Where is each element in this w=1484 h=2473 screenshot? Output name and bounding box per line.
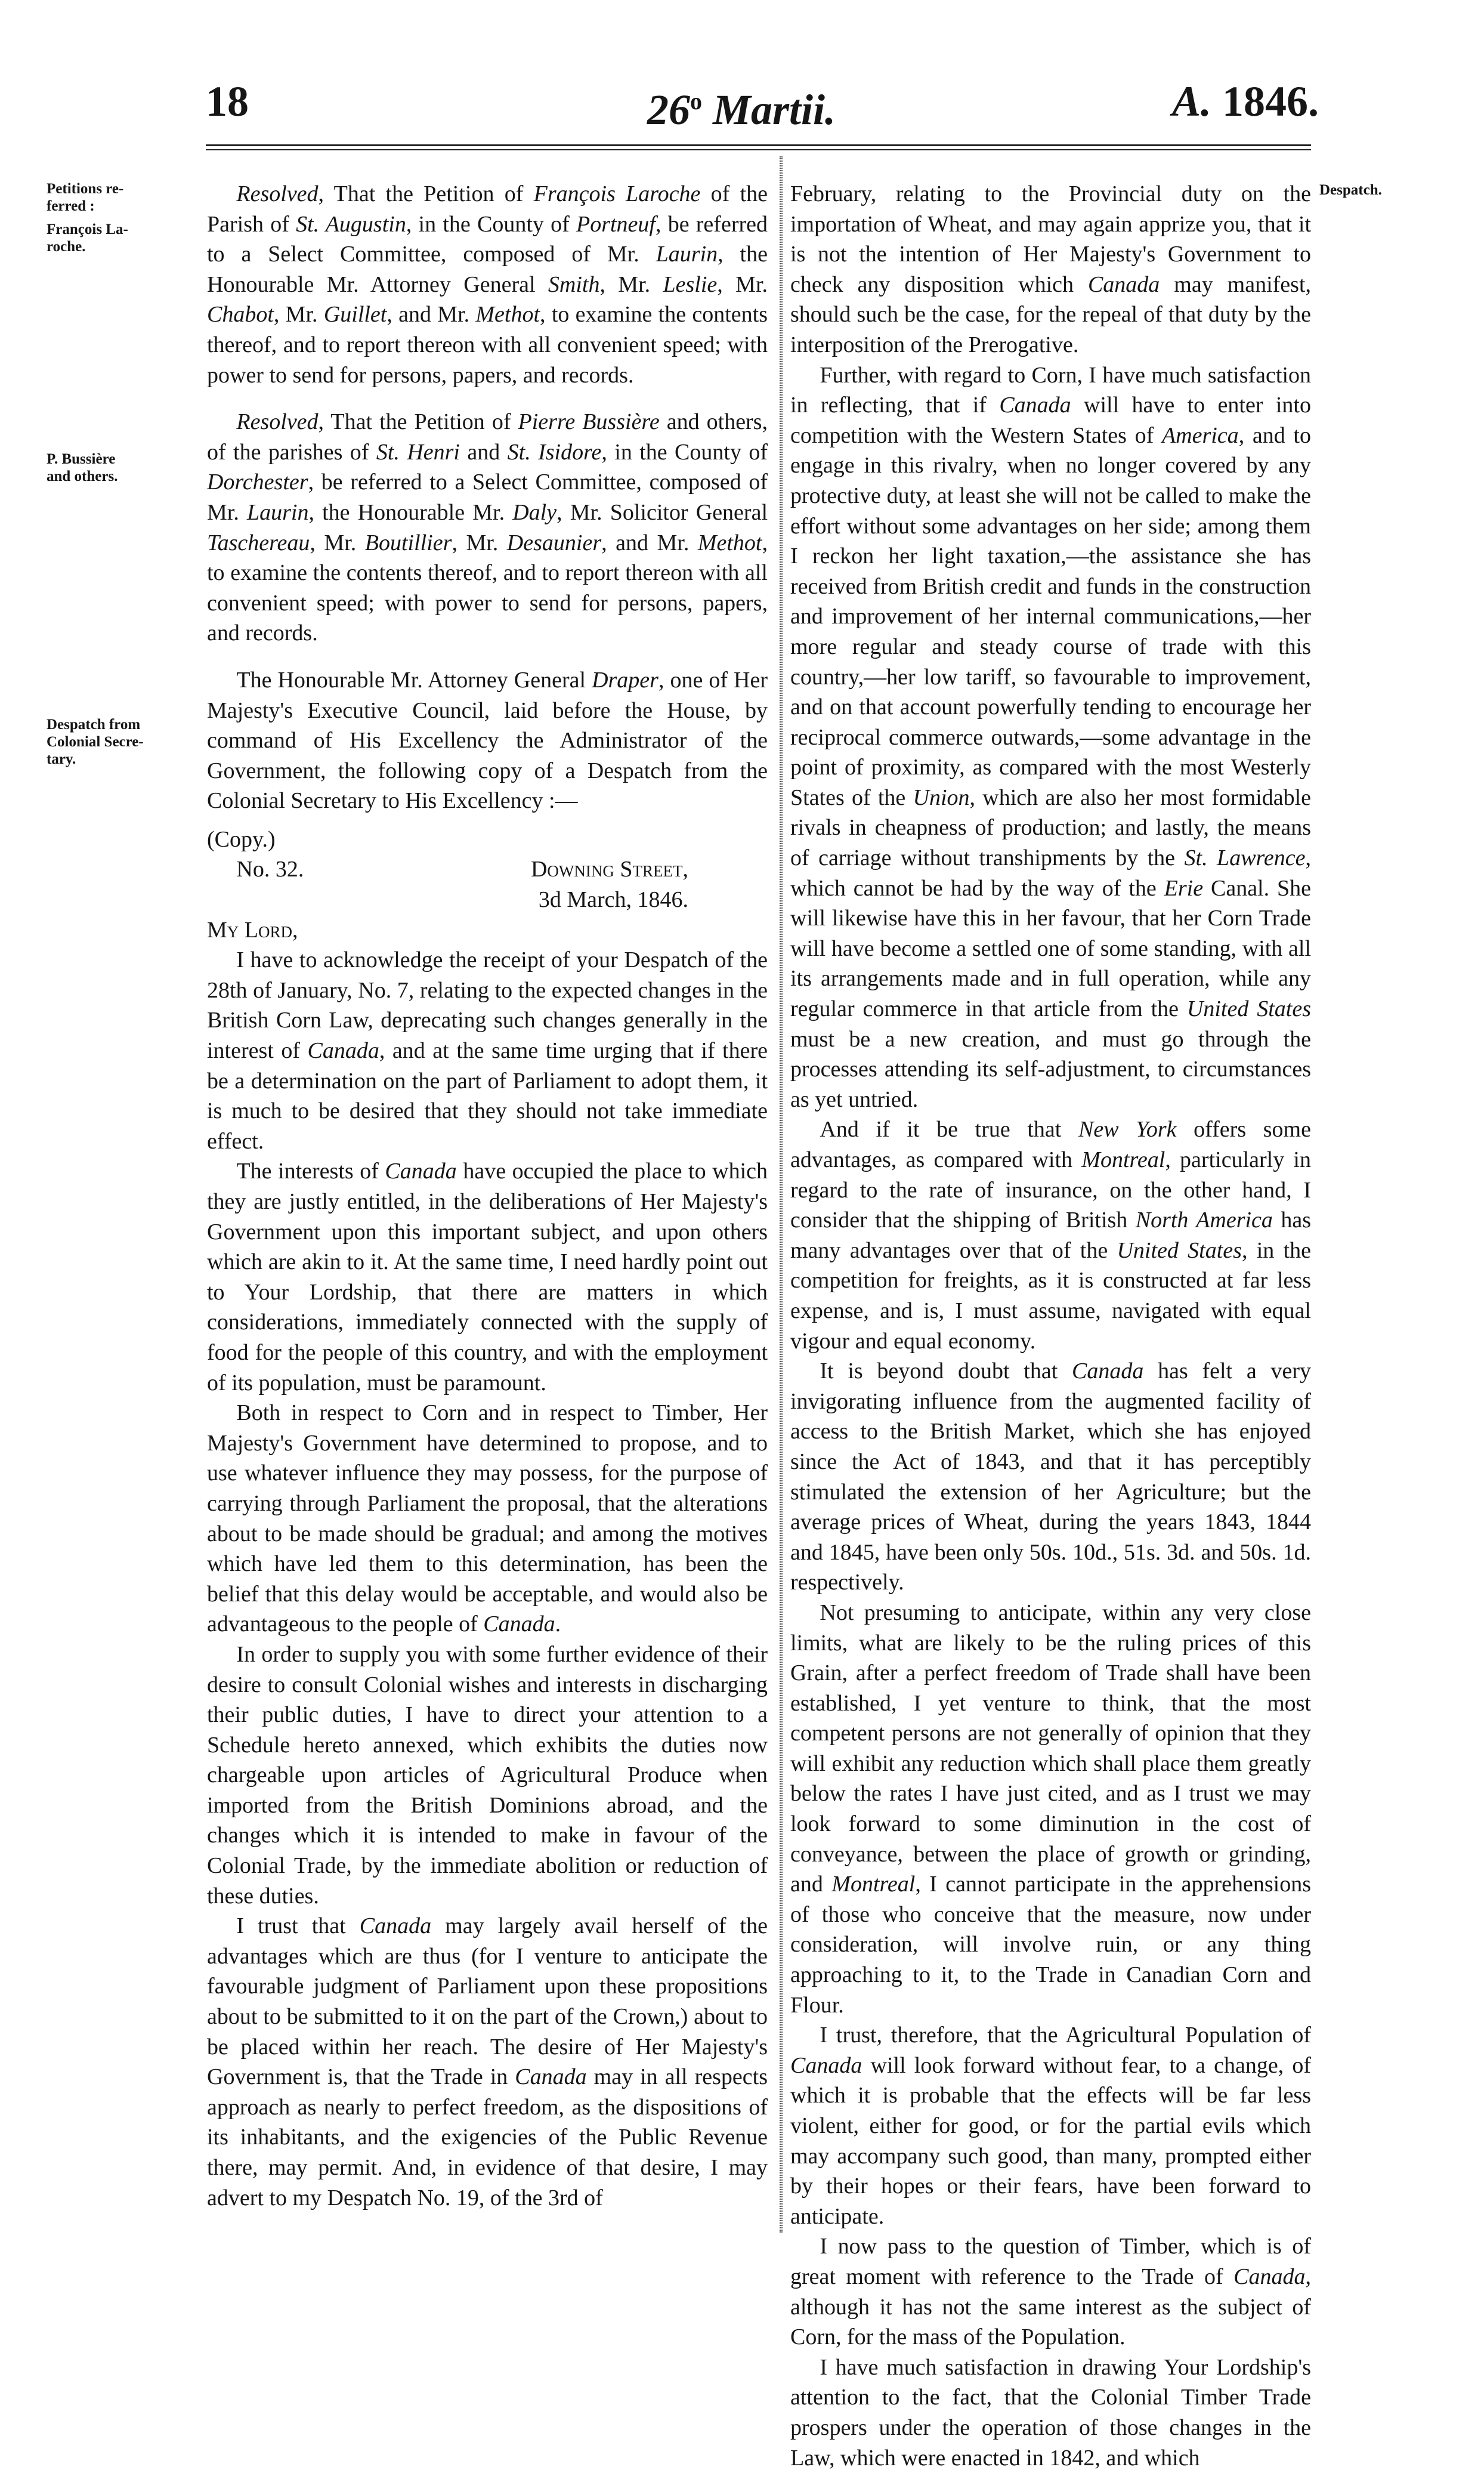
despatch-number-line: No. 32. Downing Street, [236,857,688,882]
header-rule-thin [206,149,1311,150]
paragraph-further-corn: Further, with regard to Corn, I have much satisfaction in reflecting, that if Canada will have to enter into competition with the Western States of America, and to engage in this rivalry, when no longer covered by any protective duty, at least she will not be called to make the effort without some advantages on her side; among them I reckon her light taxation,—the assistance she has received from British credit and funds in the construction and improvement of her internal communications,—her more regular and steady course of trade with this country,—her low tariff, so favourable to improvement, and on that account powerfully tending to encourage her reciprocal commerce outwards,—some advantage in the point of proximity, as compared with the most Westerly States of the Union, which are also her most formidable rivals in cheapness of production; and lastly, the means of carriage without transhipments by the St. Lawrence, which cannot be had by the way of the Erie Canal. She will likewise have this in her favour, that her Corn Trade will have become a settled one of some standing, with all its arrangements made and in full operation, while any regular commerce in that article from the United States must be a new creation, and must go through the processes attending its self-adjustment, to circumstances as yet untried. [790,362,1312,1112]
paragraph-schedule: In order to supply you with some further evidence of their desire to consult Colonial wishes and interests in discharging their public duties, I have to direct your attention to a Schedule hereto annexed, which exhibits the duties now chargeable upon articles of Agricultural Produce when imported from the British Dominions abroad, and the changes which it is intended to make in favour of the Colonial Trade, by the immediate abolition or reduction of these duties. [207,1641,768,1909]
paragraph-timber-trade: I have much satisfaction in drawing Your Lordship's attention to the fact, that the Colonial Timber Trade prospers under the operation of those changes in the Law, which were enacted in 1842, and which [790,2354,1311,2471]
paragraph-not-presuming: Not presuming to anticipate, within any very close limits, what are likely to be the ruling prices of this Grain, after a perfect freedom of Trade shall have been established, I yet venture to think, that the most competent persons are not generally of opinion that they will exhibit any reduction which shall place them greatly below the rates I have just cited, and as I trust we may look forward to some diminution in the cost of conveyance, between the place of growth or grinding, and Montreal, I cannot participate in the apprehensions of those who conceive that the measure, now under consideration, will involve ruin, or any thing approaching to it, to the Trade in Canadian Corn and Flour. [790,1600,1311,2018]
paragraph-timber: I now pass to the question of Timber, which is of great moment with reference to the Trade of Canada, although it has not the same interest as the subject of Corn, for the mass of the Population. [790,2234,1311,2350]
salutation: My Lord, [207,917,298,943]
margin-note-bussiere: P. Bussière and others. [47,451,118,484]
header-rule [206,144,1311,146]
margin-note-despatch-right: Despatch. [1319,182,1382,198]
right-column [790,179,1311,2473]
running-head-date: 26$^o$ Martii. [647,86,836,134]
margin-note-francois-laroche: François La- roche. [47,221,128,255]
paragraph-wheat-prices: It is beyond doubt that Canada has felt a very invigorating influence from the augmented facility of access to the British Market, which she has enjoyed since the Act of 1843, and that it has perceptibly stimulated the extension of her Agriculture; but the average prices of Wheat, during the years 1843, 1844 and 1845, have been only 50s. 10d., 51s. 3d. and 50s. 1d. respectively. [790,1359,1311,1595]
paragraph-february: February, relating to the Provincial duty on the importation of Wheat, and may again apprize you, that it is not the intention of Her Majesty's Government to check any disposition which Canada may manifest, should such be the case, for the repeal of that duty by the interposition of the Prerogative. [790,181,1311,357]
paragraph-trust: I trust that Canada may largely avail herself of the advantages which are thus (for I venture to anticipate the favourable judgment of Parliament upon these propositions about to be submitted to it on the part of the Crown,) about to be placed within her reach. The desire of Her Majesty's Government is, that the Trade in Canada may in all respects approach as nearly to perfect freedom, as the dispositions of its inhabitants, and the exigencies of the Public Revenue there, may permit. And, in evidence of that desire, I may advert to my Despatch No. 19, of the 3rd of [207,1913,768,2210]
paragraph-new-york: And if it be true that New York offers some advantages, as compared with Montreal, particularly in regard to the rate of insurance, on the other hand, I consider that the shipping of British North America has many advantages over that of the United States, in the competition for freights, as it is constructed at far less expense, and is, I must assume, navigated with equal vigour and equal economy. [790,1117,1312,1354]
left-column [207,179,768,2213]
paragraph-agricultural-population: I trust, therefore, that the Agricultural Population of Canada will look forward without fear, to a change, of which it is probable that the effects will be far less violent, either for good, or for the partial evils which may accompany such good, than many, prompted either by their hopes or their fears, have been forward to anticipate. [790,2023,1311,2229]
running-head-year: A. 1846. [1172,78,1319,125]
paragraph-interests: The interests of Canada have occupied the place to which they are justly entitled, in the deliberations of Her Majesty's Government upon this important subject, and upon others which are akin to it. At the same time, I need hardly point out to Your Lordship, that there are matters in which considerations, immediately connected with the supply of food for the people of this country, and with the employment of its population, must be paramount. [207,1159,768,1395]
page-number: 18 [206,78,249,125]
despatch-intro: The Honourable Mr. Attorney General Draper, one of Her Majesty's Executive Council, laid before the House, by command of His Excellency the Administrator of the Government, the following copy of a Despatch from the Colonial Secretary to His Excellency :— [207,667,768,814]
despatch-date: 3d March, 1846. [538,887,688,913]
margin-note-petitions: Petitions re- ferred : [47,181,124,214]
column-divider [780,156,783,2233]
resolution-laroche: Resolved, That the Petition of François Laroche of the Parish of St. Augustin, in the County of Portneuf, be referred to a Select Committee, composed of Mr. Laurin, the Honourable Mr. Attorney General Smith, Mr. Leslie, Mr. Chabot, Mr. Guillet, and Mr. Methot, to examine the contents thereof, and to report thereon with all convenient speed; with power to send for persons, papers, and records. [207,181,768,388]
margin-note-despatch: Despatch from Colonial Secre- tary. [47,717,144,767]
paragraph-corn-timber: Both in respect to Corn and in respect to Timber, Her Majesty's Government have determined to propose, and to use whatever influence they may possess, for the purpose of carrying through Parliament the proposal, that the alterations about to be made should be gradual; and among the motives which have led them to this determination, has been the belief that this delay would be acceptable, and would also be advantageous to the people of Canada. [207,1400,768,1637]
paragraph-acknowledge: I have to acknowledge the receipt of your Despatch of the 28th of January, No. 7, relating to the expected changes in the British Corn Law, deprecating such changes generally in the interest of Canada, and at the same time urging that if there be a determination on the part of Parliament to adopt them, it is much to be desired that they should not take immediate effect. [207,947,768,1154]
copy-label: (Copy.) [207,826,276,852]
resolution-bussiere: Resolved, That the Petition of Pierre Bussière and others, of the parishes of St. Henri and St. Isidore, in the County of Dorchester, be referred to a Select Committee, composed of Mr. Laurin, the Honourable Mr. Daly, Mr. Solicitor General Taschereau, Mr. Boutillier, Mr. Desaunier, and Mr. Methot, to examine the contents thereof, and to report thereon with all convenient speed; with power to send for persons, papers, and records. [207,409,768,646]
